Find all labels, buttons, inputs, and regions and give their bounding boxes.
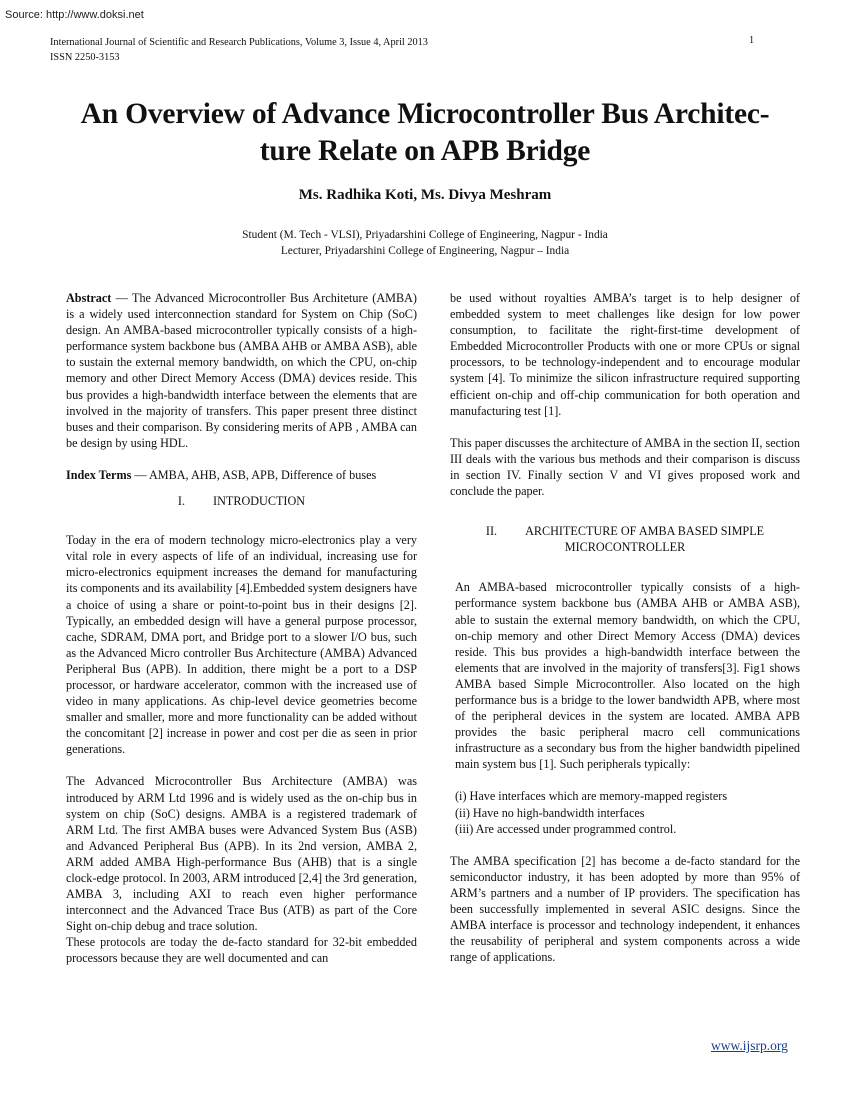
title-line-1: An Overview of Advance Microcontroller Bus Architec- bbox=[80, 98, 770, 130]
intro-paragraph-5: This paper discusses the architecture of AMBA in the section II, section III deals with the various bus methods and their comparison is discuss in section IV. Finally section V and VI gives proposed work and conclude the paper. bbox=[450, 435, 800, 499]
section-2-number: II. bbox=[485, 524, 498, 539]
journal-website-link[interactable]: www.ijsrp.org bbox=[711, 1038, 788, 1053]
index-terms bbox=[66, 467, 417, 483]
journal-header bbox=[50, 35, 428, 65]
intro-paragraph-2: The Advanced Microcontroller Bus Architecture (AMBA) was introduced by ARM Ltd 1996 and is widely used as the on-chip bus in system on chip (SoC) designs. AMBA is a registered trademark of ARM Ltd. The first AMBA buses were Advanced System Bus (ASB) and Advanced Peripheral Bus (APB). In its 2nd version, AMBA 2, ARM added AMBA High-performance Bus (AHB) that is a single clock-edge protocol. In 2003, ARM introduced [2,4] the 3rd generation, AMBA 3, including AXI to reach even higher performance interconnect and the Advanced Trace Bus (ATB) as part of the Core Sight on-chip debug and trace solution. bbox=[66, 774, 417, 934]
journal-citation: International Journal of Scientific and Research Publications, Volume 3, Issue 4, April 2013 bbox=[50, 37, 428, 48]
index-terms-text: — AMBA, AHB, ASB, APB, Difference of buses bbox=[131, 467, 377, 482]
paper-title bbox=[40, 96, 810, 170]
intro-paragraph-4: be used without royalties AMBA’s target is to help designer of embedded system to meet challenges like design for low power consumption, to facilitate the right-first-time development of Embedded Microcontroller Products with one or more CPUs or signal processors, to be technology-independent and to encourage modular system [4]. To minimize the silicon infrastructure required supporting efficient on-chip and off-chip communication for both operation and manufacturing test [1]. bbox=[450, 291, 800, 418]
affiliation-1: Student (M. Tech - VLSI), Priyadarshini College of Engineering, Nagpur - India bbox=[242, 229, 608, 241]
journal-issn: ISSN 2250-3153 bbox=[50, 52, 120, 63]
peripheral-list bbox=[450, 788, 800, 836]
architecture-paragraph-2: The AMBA specification [2] has become a de-facto standard for the semiconductor industry, it has been adopted by more than 95% of ARM’s partners and a number of IP providers. The specification has been successfully implemented in several ASIC designs. Since the AMBA interface is processor and technology independent, it enhances the reusability of peripheral and system components across a wide range of applications. bbox=[450, 853, 800, 965]
section-1-title: INTRODUCTION bbox=[213, 494, 306, 509]
list-item: (ii) Have no high-bandwidth interfaces bbox=[455, 805, 645, 820]
abstract-text: — The Advanced Microcontroller Bus Architeture (AMBA) is a widely used interconnection standard for System on Chip (SoC) design. An AMBA-based microcontroller typically consists of a high-performance system backbone bus (AMBA AHB or AMBA ASB), able to sustain the external memory bandwidth, on which the CPU, on-chip memory and other Direct Memory Access (DMA) devices reside. This bus provides a high-bandwidth interface between the elements that are involved in the majority of transfers. This paper present three distinct buses and their comparison. By considering merits of APB , AMBA can be design by using HDL. bbox=[66, 291, 417, 450]
section-2-heading bbox=[450, 523, 800, 555]
list-item: (iii) Are accessed under programmed control. bbox=[455, 821, 677, 836]
section-1-number: I. bbox=[177, 494, 186, 509]
affiliations bbox=[0, 227, 850, 259]
abstract bbox=[66, 290, 417, 451]
intro-paragraph-1: Today in the era of modern technology micro-electronics play a very vital role in every aspects of life of an individual, increasing use for micro-electronics equipment increases the demand for manufacturing its components and its availability [4].Embedded system designers have a choice of using a share or point-to-point bus in their designs [2]. Typically, an embedded design will have a general purpose processor, cache, SDRAM, DMA port, and Bridge port to a slower I/O bus, such as the Advanced Micro controller Bus Architecture (AMBA) Advanced Peripheral Bus (APB). In addition, there might be a port to a DSP processor, or hardware accelerator, common with the increased use of video in many applications. As chip-level device geometries become smaller and smaller, more and more functionality can be added without the concomitant [2] increase in power and cost per die as seen in prior generations. bbox=[66, 533, 417, 757]
affiliation-2: Lecturer, Priyadarshini College of Engineering, Nagpur – India bbox=[280, 245, 570, 257]
title-line-2: ture Relate on APB Bridge bbox=[259, 135, 591, 167]
section-2-title-line-2: MICROCONTROLLER bbox=[564, 540, 686, 555]
authors: Ms. Radhika Koti, Ms. Divya Meshram bbox=[298, 187, 552, 203]
intro-paragraph-3: These protocols are today the de-facto standard for 32-bit embedded processors because they are well documented and can bbox=[66, 935, 417, 966]
list-item: (i) Have interfaces which are memory-mapped registers bbox=[455, 789, 728, 804]
architecture-paragraph-1: An AMBA-based microcontroller typically consists of a high-performance system backbone bus (AMBA AHB or AMBA ASB), able to sustain the external memory bandwidth, on which the CPU, on-chip memory and other Direct Memory Access (DMA) devices reside. This bus provides a high-bandwidth interface between the elements that are involved in the majority of transfers[3]. Fig1 shows AMBA based Simple Microcontroller. Also located on the high performance bus is a bridge to the lower bandwidth APB, where most of the peripheral devices in the system are located. AMBA APB provides the basic peripheral macro cell communications infrastructure as a secondary bus from the higher bandwidth pipelined main system bus [1]. Such peripherals typically: bbox=[455, 580, 800, 772]
source-url: Source: http://www.doksi.net bbox=[5, 9, 144, 21]
section-2-title-line-1: ARCHITECTURE OF AMBA BASED SIMPLE bbox=[525, 524, 765, 539]
abstract-label: Abstract bbox=[66, 291, 112, 305]
index-terms-label: Index Terms bbox=[66, 467, 132, 482]
page-number: 1 bbox=[749, 35, 755, 46]
section-1-heading bbox=[66, 493, 417, 509]
right-column bbox=[450, 290, 800, 965]
left-column bbox=[66, 290, 417, 967]
